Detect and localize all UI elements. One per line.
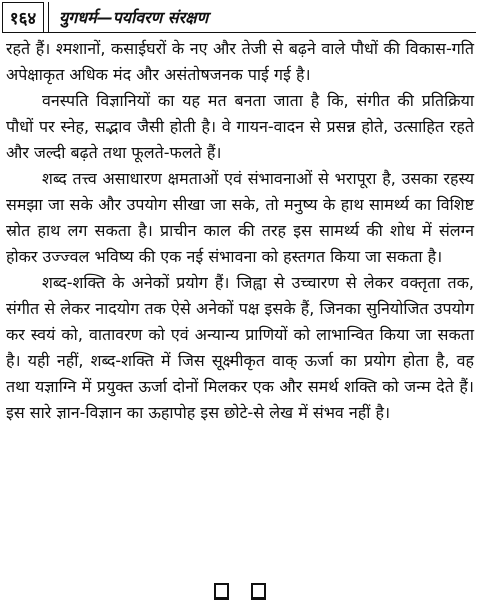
end-square-icon xyxy=(251,583,266,600)
paragraph-3: शब्द तत्त्व असाधारण क्षमताओं एवं संभावनाओं से भरापूरा है, उसका रहस्य समझा जा सके और उपयोग सीखा जा सके, तो मनुष्य के हाथ सामर्थ्य का विशिष्ट स्रोत हाथ लग सकता है। प्राचीन काल की तरह इस सामर्थ्य की शोध में संलग्न होकर उज्ज्वल भविष्य की एक नई संभावना को हस्तगत किया जा सकता है। xyxy=(6,169,474,266)
end-square-icon xyxy=(214,583,229,600)
page-number: १६४ xyxy=(2,2,44,32)
end-of-article-marks xyxy=(0,583,480,600)
paragraph-1: रहते हैं। श्मशानों, कसाईघरों के नए और तेजी से बढ़ने वाले पौधों की विकास-गति अपेक्षाकृत अधिक मंद और असंतोषजनक पाई गई है। xyxy=(6,39,474,84)
paragraph-2: वनस्पति विज्ञानियों का यह मत बनता जाता है कि, संगीत की प्रतिक्रिया पौधों पर स्नेह, सद्भाव जैसी होती है। वे गायन-वादन से प्रसन्न होते, उत्साहित रहते और जल्दी बढ़ते तथा फूलते-फलते हैं। xyxy=(6,91,474,162)
running-title: युगधर्म—पर्यावरण संरक्षण xyxy=(59,8,209,27)
paragraph-4: शब्द-शक्ति के अनेकों प्रयोग हैं। जिह्वा से उच्चारण से लेकर वक्तृता तक, संगीत से लेकर नादयोग तक ऐसे अनेकों पक्ष इसके हैं, जिनका सुनियोजित उपयोग कर स्वयं को, वातावरण को एवं अन्यान्य प्राणियों को लाभान्वित किया जा सकता है। यही नहीं, शब्द-शक्ति में जिस सूक्ष्मीकृत वाक् ऊर्जा का प्रयोग होता है, वह तथा यज्ञाग्नि में प्रयुक्त ऊर्जा दोनों मिलकर एक और समर्थ शक्ति को जन्म देते हैं। इस सारे ज्ञान-विज्ञान का ऊहापोह इस छोटे-से लेख में संभव नहीं है। xyxy=(6,273,474,422)
page-header xyxy=(2,2,476,33)
page-body xyxy=(6,36,474,426)
